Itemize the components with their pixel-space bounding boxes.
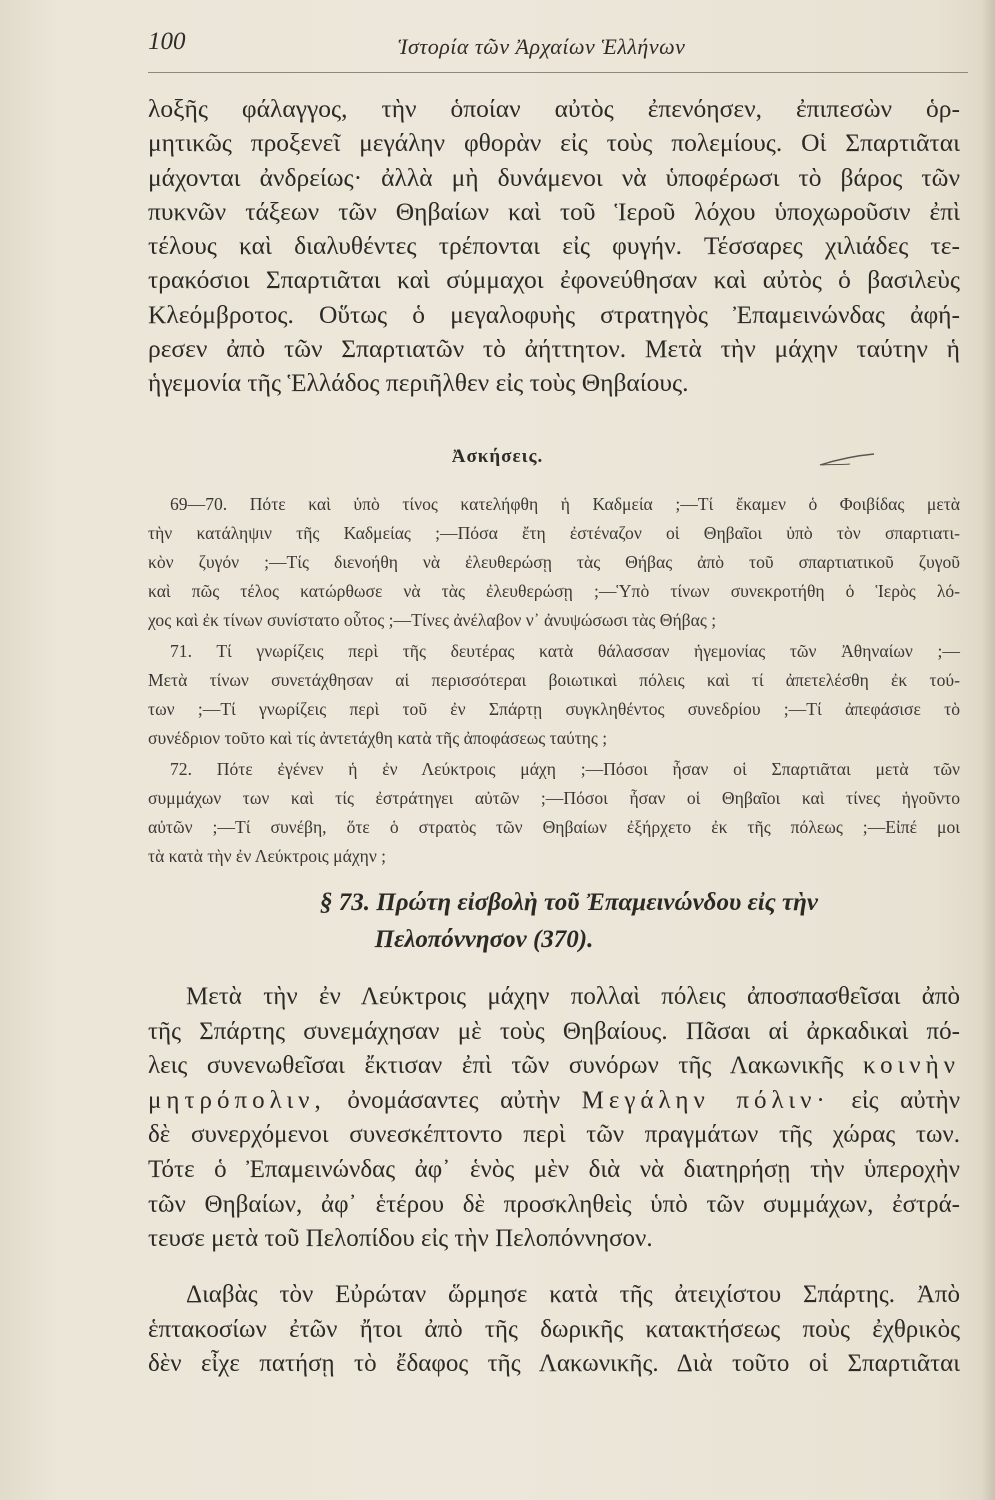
exercise-line: συμμάχων των καὶ τίς ἐστράτηγει αὐτῶν ;—Πόσοι ἦσαν οἱ Θηβαῖοι καὶ τίνες ἡγοῦντο bbox=[148, 787, 960, 808]
exercise-line: 71. Τί γνωρίζεις περὶ τῆς δευτέρας κατὰ θάλασσαν ἡγεμονίας τῶν Ἀθηναίων ;— bbox=[170, 641, 960, 661]
text-fragment: ὀνομάσαντες αὐτὴν bbox=[347, 1086, 561, 1114]
section-paragraph-1 bbox=[148, 980, 960, 1257]
exercise-line: τὴν κατάληψιν τῆς Καδμείας ;—Πόσα ἔτη ἐστέναζον οἱ Θηβαῖοι ὑπὸ τὸν σπαρτιατι- bbox=[148, 522, 960, 543]
text-line: τρακόσιοι Σπαρτιᾶται καὶ σύμμαχοι ἐφονεύθησαν καὶ αὐτὸς ὁ βασιλεὺς bbox=[148, 265, 960, 295]
text-line: δὲν εἶχε πατήσῃ τὸ ἔδαφος τῆς Λακωνικῆς. Διὰ τοῦτο οἱ Σπαρτιᾶται bbox=[148, 1350, 960, 1378]
exercise-line: χος καὶ ἐκ τίνων συνίστατο οὗτος ;—Τίνες ἀνέλαβον ν᾽ ἀνυψώσωσι τὰς Θήβας ; bbox=[148, 609, 717, 630]
text-line: δὲ συνερχόμενοι συνεσκέπτοντο περὶ τῶν πραγμάτων τῆς χώρας των. bbox=[148, 1121, 960, 1149]
exercise-line: 69—70. Πότε καὶ ὑπὸ τίνος κατελήφθη ἡ Καδμεία ;—Τί ἔκαμεν ὁ Φοιβίδας μετὰ bbox=[170, 494, 960, 514]
exercise-69-70 bbox=[148, 490, 960, 635]
section-paragraph-2 bbox=[148, 1278, 960, 1382]
text-line: λοξῆς φάλαγγος, τὴν ὁποίαν αὐτὸς ἐπενόησεν, ἐπιπεσὼν ὁρ- bbox=[148, 94, 960, 123]
text-line: ρεσεν ἀπὸ τῶν Σπαρτιατῶν τὸ ἀήττητον. Μετὰ τὴν μάχην ταύτην ἡ bbox=[148, 334, 960, 364]
exercise-line: αὐτῶν ;—Τί συνέβη, ὅτε ὁ στρατὸς τῶν Θηβαίων ἐξήρχετο ἐκ τῆς πόλεως ;—Εἰπέ μοι bbox=[148, 816, 960, 837]
exercise-line: 72. Πότε ἐγένεν ἡ ἐν Λεύκτροις μάχη ;—Πόσοι ἦσαν οἱ Σπαρτιᾶται μετὰ τῶν bbox=[170, 759, 960, 779]
text-line: μητικῶς προξενεῖ μεγάλην φθορὰν εἰς τοὺς πολεμίους. Οἱ Σπαρτιᾶται bbox=[148, 128, 960, 158]
exercise-line: καὶ πῶς τέλος κατώρθωσε νὰ τὰς ἐλευθερώσῃ ;—Ὑπὸ τίνων συνεκροτήθη ὁ Ἱερὸς λό- bbox=[148, 580, 960, 601]
text-line bbox=[148, 1049, 960, 1084]
exercises-title: Ἀσκήσεις. bbox=[451, 446, 544, 467]
exercise-line: των ;—Τί γνωρίζεις περὶ τοῦ ἐν Σπάρτῃ συγκληθέντος συνεδρίου ;—Τί ἀπεφάσισε τὸ bbox=[148, 698, 960, 719]
text-line: τῶν Θηβαίων, ἀφ᾽ ἑτέρου δὲ προσκληθεὶς ὑπὸ τῶν συμμάχων, ἐστρά- bbox=[148, 1190, 960, 1218]
text-fragment: λεις συνενωθεῖσαι ἔκτισαν ἐπὶ τῶν συνόρων τῆς Λακωνικῆς bbox=[148, 1052, 844, 1080]
text-line: τῆς Σπάρτης συνεμάχησαν μὲ τοὺς Θηβαίους. Πᾶσαι αἱ ἀρκαδικαὶ πό- bbox=[148, 1017, 960, 1045]
section-heading-line-2: Πελοπόννησον (370). bbox=[374, 926, 594, 953]
text-line: Τότε ὁ Ἐπαμεινώνδας ἀφ᾽ ἑνὸς μὲν διὰ νὰ διατηρήσῃ τὴν ὑπεροχὴν bbox=[148, 1155, 960, 1183]
exercise-line: Μετὰ τίνων συνετάχθησαν αἱ περισσότεραι βοιωτικαὶ πόλεις καὶ τί ἀπετελέσθη ἐκ τού- bbox=[148, 669, 960, 690]
opening-paragraph bbox=[148, 92, 960, 401]
text-line: μάχονται ἀνδρείως· ἀλλὰ μὴ δυνάμενοι νὰ ὑποφέρωσι τὸ βάρος τῶν bbox=[148, 162, 960, 192]
page-number: 100 bbox=[148, 28, 186, 55]
exercise-line: τὰ κατὰ τὴν ἐν Λεύκτροις μάχην ; bbox=[148, 845, 387, 866]
page-header bbox=[148, 26, 968, 66]
text-line bbox=[148, 1084, 960, 1119]
running-title: Ἱστορία τῶν Ἀρχαίων Ἑλλήνων bbox=[398, 34, 686, 59]
section-heading-line-1: § 73. Πρώτη εἰσβολὴ τοῦ Ἐπαμεινώνδου εἰς τὴν bbox=[320, 889, 818, 916]
exercise-71 bbox=[148, 637, 960, 753]
text-line: ἡγεμονία τῆς Ἑλλάδος περιῆλθεν εἰς τοὺς Θηβαίους. bbox=[148, 368, 689, 398]
text-line: τευσε μετὰ τοῦ Πελοπίδου εἰς τὴν Πελοπόννησον. bbox=[148, 1225, 653, 1253]
pencil-mark bbox=[818, 452, 876, 468]
text-line: ἑπτακοσίων ἐτῶν ἤτοι ἀπὸ τῆς δωρικῆς κατακτήσεως ποὺς ἐχθρικὸς bbox=[148, 1315, 960, 1343]
spaced-term: κοινὴν bbox=[863, 1052, 960, 1080]
text-line: Κλεόμβροτος. Οὕτως ὁ μεγαλοφυὴς στρατηγὸς Ἐπαμεινώνδας ἀφή- bbox=[148, 299, 960, 329]
exercise-line: κὸν ζυγόν ;—Τίς διενοήθη νὰ ἐλευθερώσῃ τὰς Θήβας ἀπὸ τοῦ σπαρτιατικοῦ ζυγοῦ bbox=[148, 551, 960, 572]
page-edge-shadow bbox=[981, 0, 995, 1500]
spaced-term: μητρόπολιν, bbox=[148, 1086, 326, 1114]
spaced-term: Μεγάλην πόλιν· bbox=[581, 1086, 830, 1114]
text-line: πυκνῶν τάξεων τῶν Θηβαίων καὶ τοῦ Ἱεροῦ λόχου ὑποχωροῦσιν ἐπὶ bbox=[148, 196, 960, 226]
text-fragment: εἰς αὐτὴν bbox=[851, 1086, 961, 1114]
text-line: τέλους καὶ διαλυθέντες τρέπονται εἰς φυγήν. Τέσσαρες χιλιάδες τε- bbox=[148, 231, 960, 261]
text-line: Διαβὰς τὸν Εὐρώταν ὥρμησε κατὰ τῆς ἀτειχίστου Σπάρτης. Ἀπὸ bbox=[186, 1281, 960, 1308]
exercise-72 bbox=[148, 755, 960, 871]
section-heading bbox=[148, 884, 960, 958]
exercise-line: συνέδριον τοῦτο καὶ τίς ἀντετάχθη κατὰ τῆς ἀποφάσεως ταύτης ; bbox=[148, 727, 608, 748]
header-rule bbox=[148, 72, 968, 73]
text-line: Μετὰ τὴν ἐν Λεύκτροις μάχην πολλαὶ πόλεις ἀποσπασθεῖσαι ἀπὸ bbox=[186, 983, 960, 1010]
